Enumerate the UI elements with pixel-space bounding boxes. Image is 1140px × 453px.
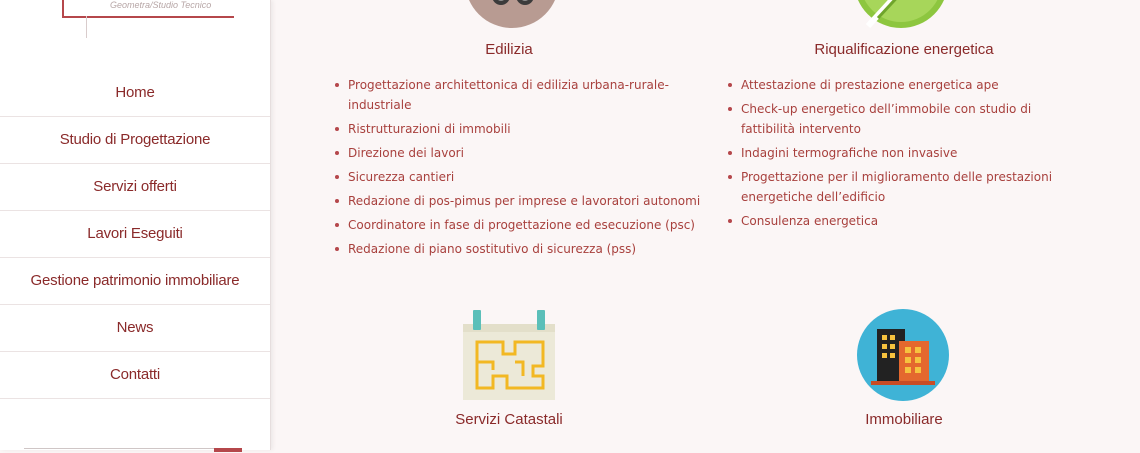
building-icon <box>857 309 949 401</box>
search-input[interactable] <box>24 448 242 453</box>
services-section <box>273 0 1140 450</box>
edilizia-list <box>333 75 708 263</box>
list-item: Ristrutturazioni di immobili <box>333 119 708 139</box>
list-item: Consulenza energetica <box>726 211 1086 231</box>
nav-item-home[interactable]: Home <box>0 70 270 117</box>
list-item: Redazione di piano sostitutivo di sicurezza (pss) <box>333 239 708 259</box>
catastali-title: Servizi Catastali <box>455 411 563 428</box>
nav-item-gestione-patrimonio[interactable]: Gestione patrimonio immobiliare <box>0 258 270 305</box>
main-nav <box>0 70 270 399</box>
list-item: Progettazione architettonica di edilizia urbana-rurale-industriale <box>333 75 708 115</box>
search-button[interactable] <box>214 448 242 452</box>
list-item: Direzione dei lavori <box>333 143 708 163</box>
nav-item-studio-di-progettazione[interactable]: Studio di Progettazione <box>0 117 270 164</box>
logo-divider <box>86 16 87 38</box>
immobiliare-title: Immobiliare <box>865 411 943 428</box>
sidebar <box>0 0 271 450</box>
camera-icon <box>469 0 555 28</box>
list-item: Attestazione di prestazione energetica ape <box>726 75 1086 95</box>
nav-item-contatti[interactable]: Contatti <box>0 352 270 399</box>
list-item: Redazione di pos-pimus per imprese e lavoratori autonomi <box>333 191 708 211</box>
list-item: Progettazione per il miglioramento delle prestazioni energetiche dell’edificio <box>726 167 1086 207</box>
energetica-title: Riqualificazione energetica <box>814 41 994 58</box>
edilizia-title: Edilizia <box>485 41 533 58</box>
list-item: Indagini termografiche non invasive <box>726 143 1086 163</box>
energetica-list <box>726 75 1086 235</box>
list-item: Coordinatore in fase di progettazione ed esecuzione (psc) <box>333 215 708 235</box>
nav-item-servizi-offerti[interactable]: Servizi offerti <box>0 164 270 211</box>
list-item: Sicurezza cantieri <box>333 167 708 187</box>
nav-item-lavori-eseguiti[interactable]: Lavori Eseguiti <box>0 211 270 258</box>
logo-tagline: Geometra/Studio Tecnico <box>110 0 212 10</box>
nav-item-news[interactable]: News <box>0 305 270 352</box>
leaf-icon <box>858 0 944 28</box>
list-item: Check-up energetico dell’immobile con studio di fattibilità intervento <box>726 99 1086 139</box>
floor-plan-icon <box>463 310 555 400</box>
